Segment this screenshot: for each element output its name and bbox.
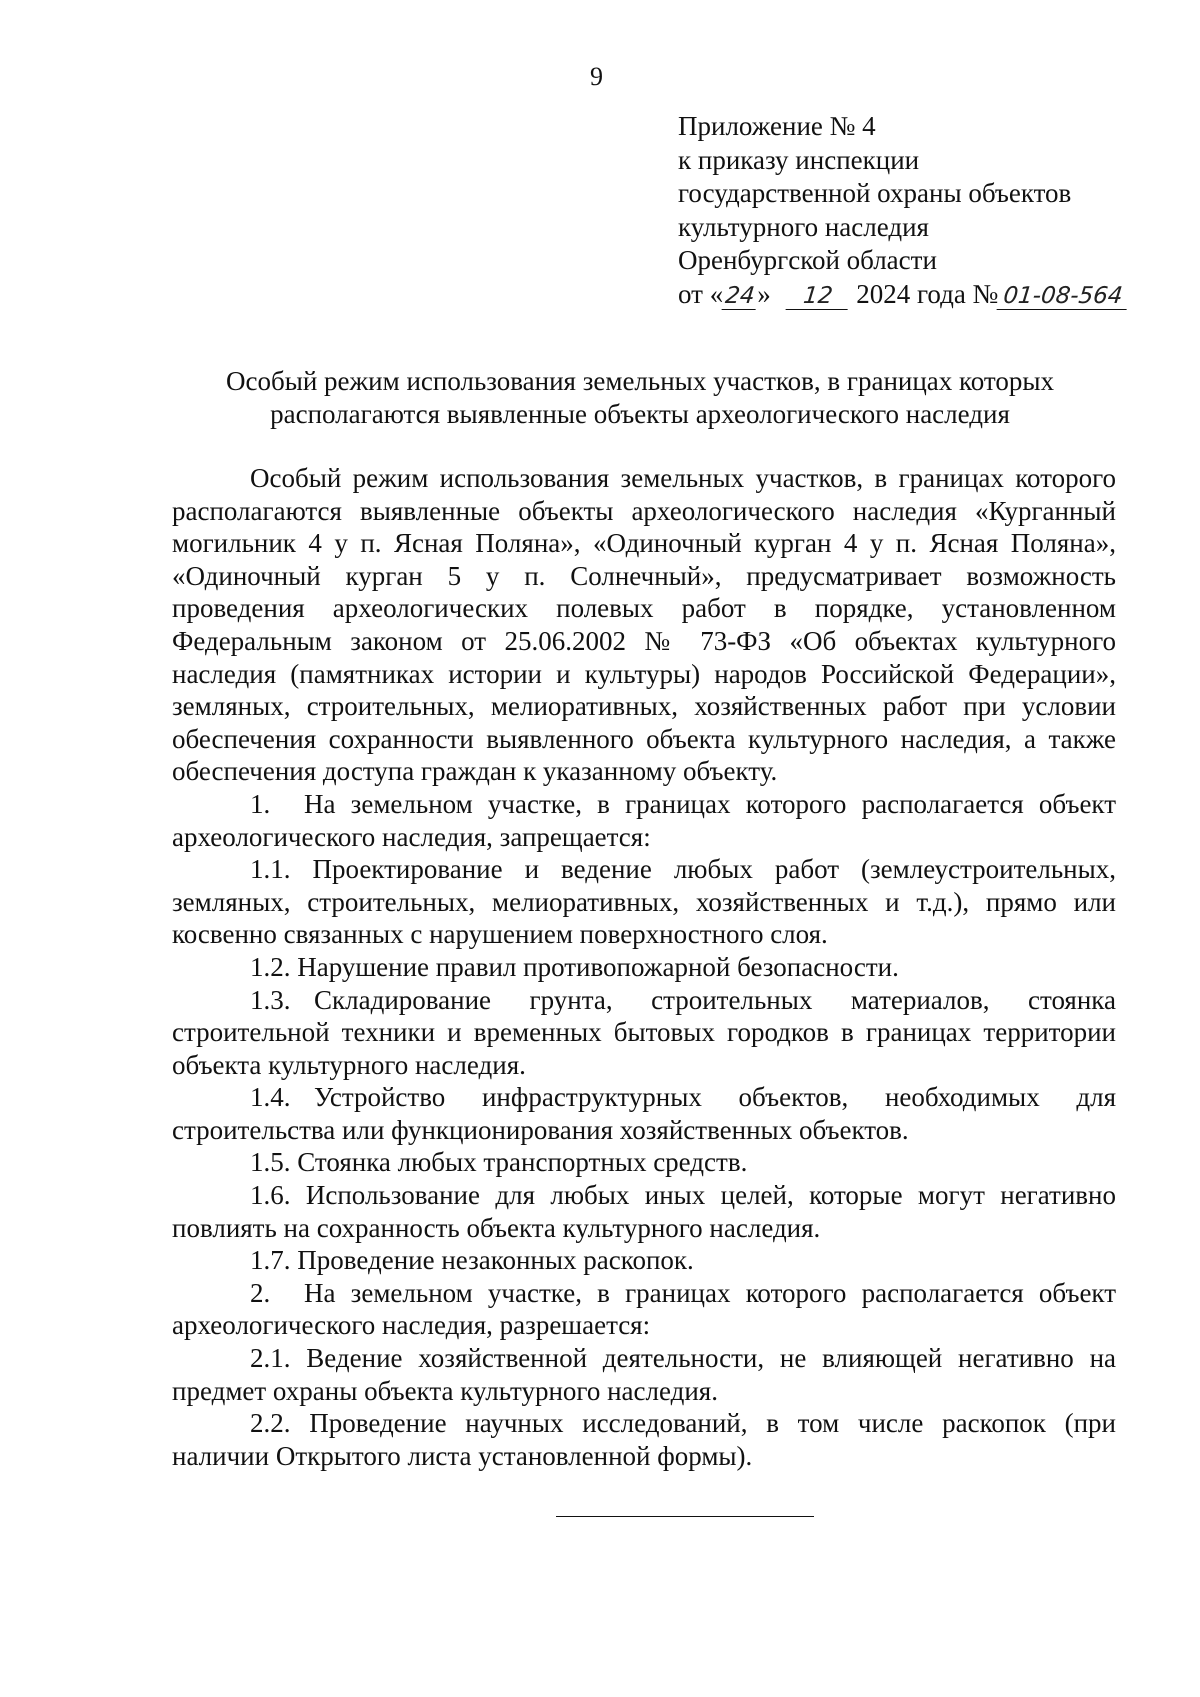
item-1-2: 1.2. Нарушение правил противопожарной безопасности.	[250, 951, 899, 982]
item-1-1: 1.1. Проектирование и ведение любых работ (землеустроительных, земляных, строительных, мелиоративных, хозяйственных и т.д.), прямо или косвенно связанных с нарушением поверхностного слоя.	[172, 854, 1116, 950]
item-1-3	[172, 984, 1116, 1082]
item-1-4	[172, 1081, 1116, 1146]
appendix-date-line	[678, 278, 1178, 312]
section-text: На земельном участке, в границах которого располагается объект археологического наследия, запрещается:	[172, 788, 1116, 852]
document-body	[172, 462, 1116, 1472]
intro-paragraph: Особый режим использования земельных участков, в границах которого располагаются выявленные объекты археологического наследия «Курганный могильник 4 у п. Ясная Поляна», «Одиночный курган 4 у п. Ясная Поляна», «Одиночный курган 5 у п. Солнечный», предусматривает возможность проведения археологических полевых работ в порядке, установленном Федеральным законом от 25.06.2002 № 73-ФЗ «Об объектах культурного наследия (памятниках истории и культуры) народов Российской Федерации», земляных, строительных, мелиоративных, хозяйственных работ при условии обеспечения сохранности выявленного объекта культурного наследия, а также обеспечения доступа граждан к указанному объекту.	[172, 463, 1116, 787]
section-number: 2.	[250, 1277, 271, 1308]
handwritten-order-number: 01-08-564	[997, 283, 1130, 310]
item-1-5: 1.5. Стоянка любых транспортных средств.	[250, 1147, 748, 1178]
item-number: 1.3.	[250, 984, 291, 1015]
title-line: располагаются выявленные объекты археологического наследия	[270, 399, 1010, 429]
item-text: Устройство инфраструктурных объектов, необходимых для строительства или функционирования хозяйственных объектов.	[172, 1082, 1116, 1145]
date-prefix: от «	[678, 278, 724, 309]
item-text: Складирование грунта, строительных материалов, стоянка строительной техники и временных бытовых городков в границах территории объекта культурного наследия.	[172, 984, 1116, 1080]
item-1-6: 1.6. Использование для любых иных целей, которые могут негативно повлиять на сохранность объекта культурного наследия.	[172, 1180, 1116, 1243]
appendix-header	[678, 110, 1178, 312]
page-number: 9	[590, 62, 603, 91]
appendix-line: Оренбургской области	[678, 245, 937, 276]
item-2-1: 2.1. Ведение хозяйственной деятельности, не влияющей негативно на предмет охраны объекта культурного наследия.	[172, 1343, 1116, 1406]
title-line: Особый режим использования земельных участков, в границах которых	[225, 366, 1055, 396]
document-title	[170, 365, 1110, 431]
appendix-line: Приложение № 4	[678, 111, 876, 141]
appendix-line: к приказу инспекции	[678, 144, 920, 175]
date-year: 2024 года №	[856, 278, 999, 309]
item-2-2: 2.2. Проведение научных исследований, в том числе раскопок (при наличии Открытого листа установленной формы).	[172, 1408, 1116, 1471]
appendix-line: культурного наследия	[678, 211, 929, 242]
date-mid: »	[757, 278, 771, 309]
section-number: 1.	[250, 788, 271, 819]
handwritten-month: 12	[786, 283, 851, 310]
item-1-7: 1.7. Проведение незаконных раскопок.	[250, 1245, 694, 1276]
section-1	[172, 788, 1116, 853]
item-number: 1.4.	[250, 1082, 291, 1113]
appendix-line: государственной охраны объектов	[678, 178, 1072, 209]
handwritten-day: 24	[722, 283, 759, 310]
section-text: На земельном участке, в границах которого располагается объект археологического наследия, разрешается:	[172, 1277, 1116, 1341]
closing-rule	[556, 1516, 814, 1517]
section-2	[172, 1277, 1116, 1342]
